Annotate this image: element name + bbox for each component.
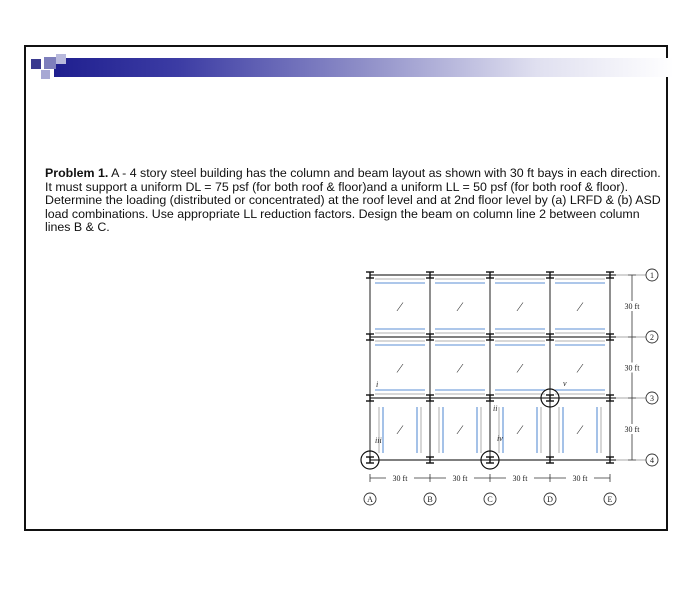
span-symbol: ∕ [458,360,462,376]
span-symbol: ∕ [578,299,582,314]
bay-width-label-3: 30 ft [572,474,588,483]
roman-label-ii: ii [493,404,498,413]
bay-width-label-1: 30 ft [452,474,468,483]
column-line-label-B: B [427,495,433,504]
span-symbol: ∕ [518,422,522,437]
bay-height-label-2: 30 ft [624,425,640,434]
span-symbol: ∕ [458,299,462,314]
span-symbol: ∕ [518,360,522,376]
span-symbol: ∕ [578,360,582,376]
problem-label: Problem 1. [45,166,109,180]
deco-square-3 [41,70,50,79]
column-line-label-A: A [367,495,373,504]
roman-label-v: v [563,379,567,388]
deco-square-4 [56,54,66,64]
roman-label-iv: iv [497,434,503,443]
column-line-label-E: E [607,495,613,504]
column-line-label-C: C [487,495,493,504]
span-symbol: ∕ [398,422,402,437]
title-bar [54,58,674,77]
bay-height-label-0: 30 ft [624,302,640,311]
row-line-label-4: 4 [650,456,654,465]
roman-label-iii: iii [375,436,382,445]
bay-height-label-1: 30 ft [624,363,640,373]
bay-width-label-0: 30 ft [392,474,408,483]
span-symbol: ∕ [398,299,402,314]
span-symbol: ∕ [578,422,582,437]
column-line-label-D: D [547,495,553,504]
deco-square-1 [31,59,41,69]
span-symbol: ∕ [458,422,462,437]
roman-label-i: i [376,380,379,389]
span-symbol: ∕ [518,299,522,314]
row-line-label-2: 2 [650,333,654,342]
row-line-label-3: 3 [650,394,654,403]
problem-statement [45,167,661,235]
framing-plan [356,261,666,527]
span-symbol: ∕ [398,360,402,376]
problem-text: A - 4 story steel building has the column and beam layout as shown with 30 ft bays in each direction. It must support a uniform DL = 75 psf (for both roof & floor)and a uniform LL = 50 psf (for both roof & floor). Determine the loading (distributed or concentrated) at the roof level and at 2nd floor level by (a) LRFD & (b) ASD load combinations. Use appropriate LL reduction factors. Design the beam on column line 2 between column lines B & C. [45,166,661,235]
row-line-label-1: 1 [650,271,654,280]
slide [24,45,668,531]
deco-square-2 [44,57,56,69]
bay-width-label-2: 30 ft [512,474,528,483]
